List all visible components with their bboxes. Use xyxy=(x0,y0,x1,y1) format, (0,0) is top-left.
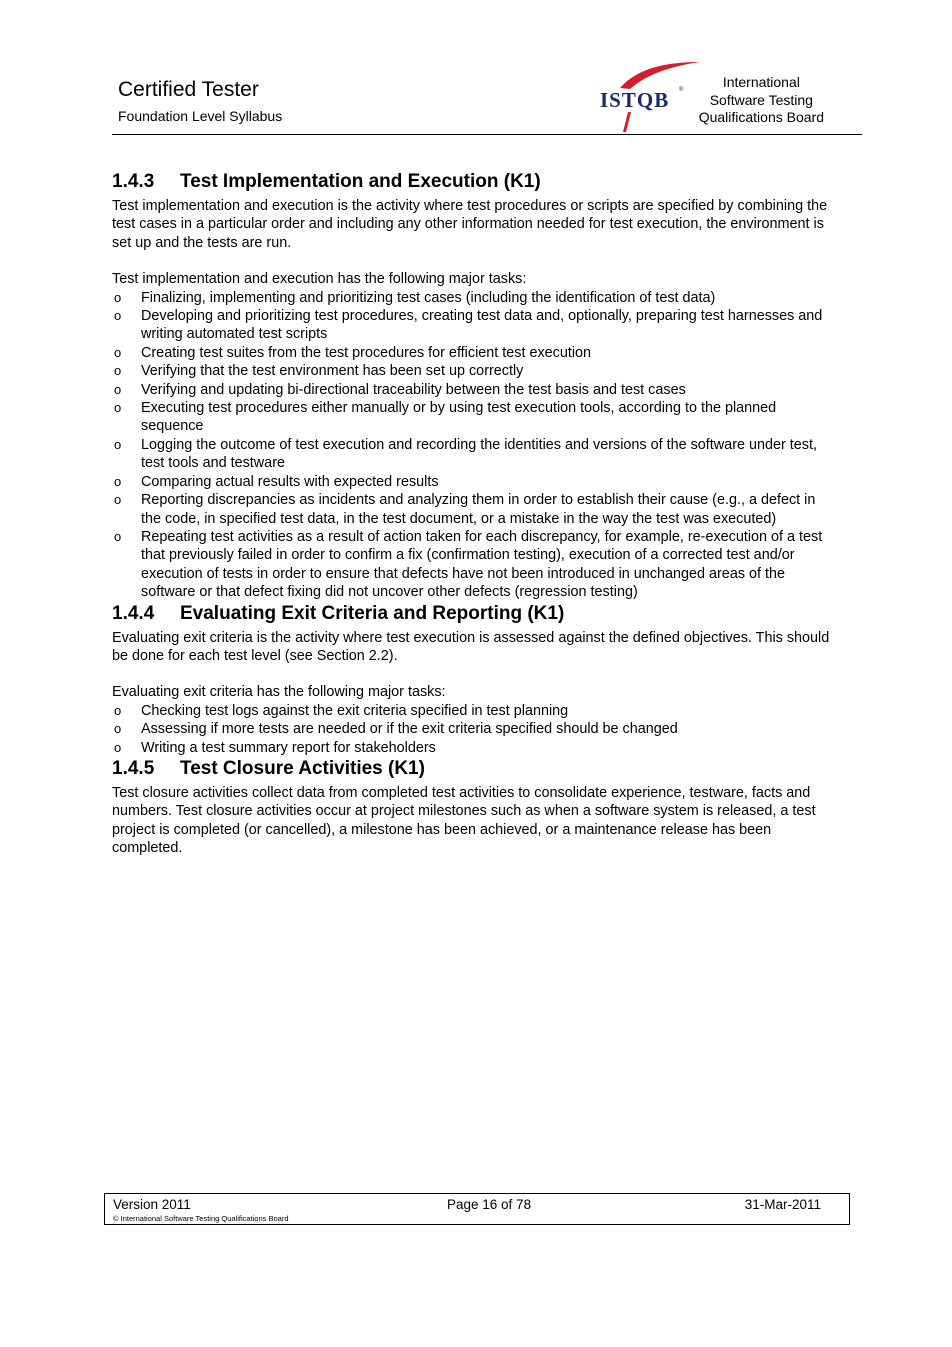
list-item: o Reporting discrepancies as incidents and analyzing them in order to establish their cause (e.g., a defect in the code, in specified test data, in the test document, or a mistake in the way the test was executed) xyxy=(112,491,832,528)
section-number: 1.4.4 xyxy=(112,602,155,624)
istqb-stem-icon xyxy=(622,112,632,132)
section-number: 1.4.5 xyxy=(112,757,155,779)
section-1-4-4 xyxy=(112,602,832,757)
list-item: o Creating test suites from the test procedures for efficient test execution xyxy=(112,344,832,362)
section-1-4-3 xyxy=(112,170,832,602)
footer-date: 31-Mar-2011 xyxy=(744,1197,821,1212)
page-content xyxy=(112,170,832,876)
section-heading xyxy=(112,170,832,194)
footer-page-number: Page 16 of 78 xyxy=(447,1197,532,1212)
document-title: Certified Tester xyxy=(118,78,259,101)
list-item: o Verifying that the test environment has been set up correctly xyxy=(112,362,832,380)
organization-name xyxy=(699,74,824,127)
section-intro: Evaluating exit criteria is the activity where test execution is assessed against the defined objectives. This should be done for each test level (see Section 2.2). xyxy=(112,629,830,664)
section-heading xyxy=(112,602,832,626)
list-item: o Verifying and updating bi-directional traceability between the test basis and test cases xyxy=(112,381,832,399)
document-subtitle: Foundation Level Syllabus xyxy=(118,108,283,124)
list-item: o Assessing if more tests are needed or if the exit criteria specified should be changed xyxy=(112,720,832,738)
list-item: o Logging the outcome of test execution and recording the identities and versions of the software under test, test tools and testware xyxy=(112,436,832,473)
section-intro: Test closure activities collect data from completed test activities to consolidate experience, testware, facts and numbers. Test closure activities occur at project milestones such as when a software system is released, a test project is completed (or cancelled), a milestone has been achieved, or a maintenance release has been completed. xyxy=(112,784,816,857)
list-item: o Repeating test activities as a result of action taken for each discrepancy, for example, re-execution of a test that previously failed in order to confirm a fix (confirmation testing), execution of a corrected test and/or execution of tests in order to ensure that defects have not been introduced in unchanged areas of the software or that defect fixing did not uncover other defects (regression testing) xyxy=(112,528,832,602)
section-heading xyxy=(112,757,832,781)
section-number: 1.4.3 xyxy=(112,171,155,192)
section-intro: Test implementation and execution is the activity where test procedures or scripts are specified by combining the test cases in a particular order and including any other information needed for test execution, the environment is set up and the tests are run. xyxy=(112,198,828,251)
logo-trademark: ® xyxy=(679,87,684,93)
section-title: Test Implementation and Execution (K1) xyxy=(180,171,541,192)
section-title: Test Closure Activities (K1) xyxy=(180,757,425,779)
istqb-swoosh-icon xyxy=(612,60,702,90)
list-item: o Executing test procedures either manually or by using test execution tools, according to the planned sequence xyxy=(112,399,832,436)
task-list xyxy=(112,289,832,602)
task-lead: Evaluating exit criteria has the following major tasks: xyxy=(112,684,446,701)
page-footer xyxy=(104,1193,850,1225)
list-item: o Developing and prioritizing test procedures, creating test data and, optionally, preparing test harnesses and writing automated test scripts xyxy=(112,307,832,344)
list-item: o Checking test logs against the exit criteria specified in test planning xyxy=(112,702,832,720)
footer-version: Version 2011 xyxy=(113,1197,191,1212)
task-lead: Test implementation and execution has the following major tasks: xyxy=(112,271,527,288)
org-line-3: Qualifications Board xyxy=(698,109,824,125)
page-header xyxy=(112,60,862,135)
section-1-4-5 xyxy=(112,757,832,858)
footer-copyright: © International Software Testing Qualifications Board xyxy=(113,1214,289,1223)
list-item: o Comparing actual results with expected results xyxy=(112,473,832,491)
list-item: o Writing a test summary report for stakeholders xyxy=(112,739,832,757)
section-title: Evaluating Exit Criteria and Reporting (K1) xyxy=(180,602,565,624)
org-line-1: International xyxy=(722,74,800,90)
task-list xyxy=(112,702,832,757)
istqb-logo-text: ISTQB xyxy=(600,88,670,112)
list-item: o Finalizing, implementing and prioritizing test cases (including the identification of test data) xyxy=(112,289,832,307)
org-line-2: Software Testing xyxy=(709,91,813,108)
